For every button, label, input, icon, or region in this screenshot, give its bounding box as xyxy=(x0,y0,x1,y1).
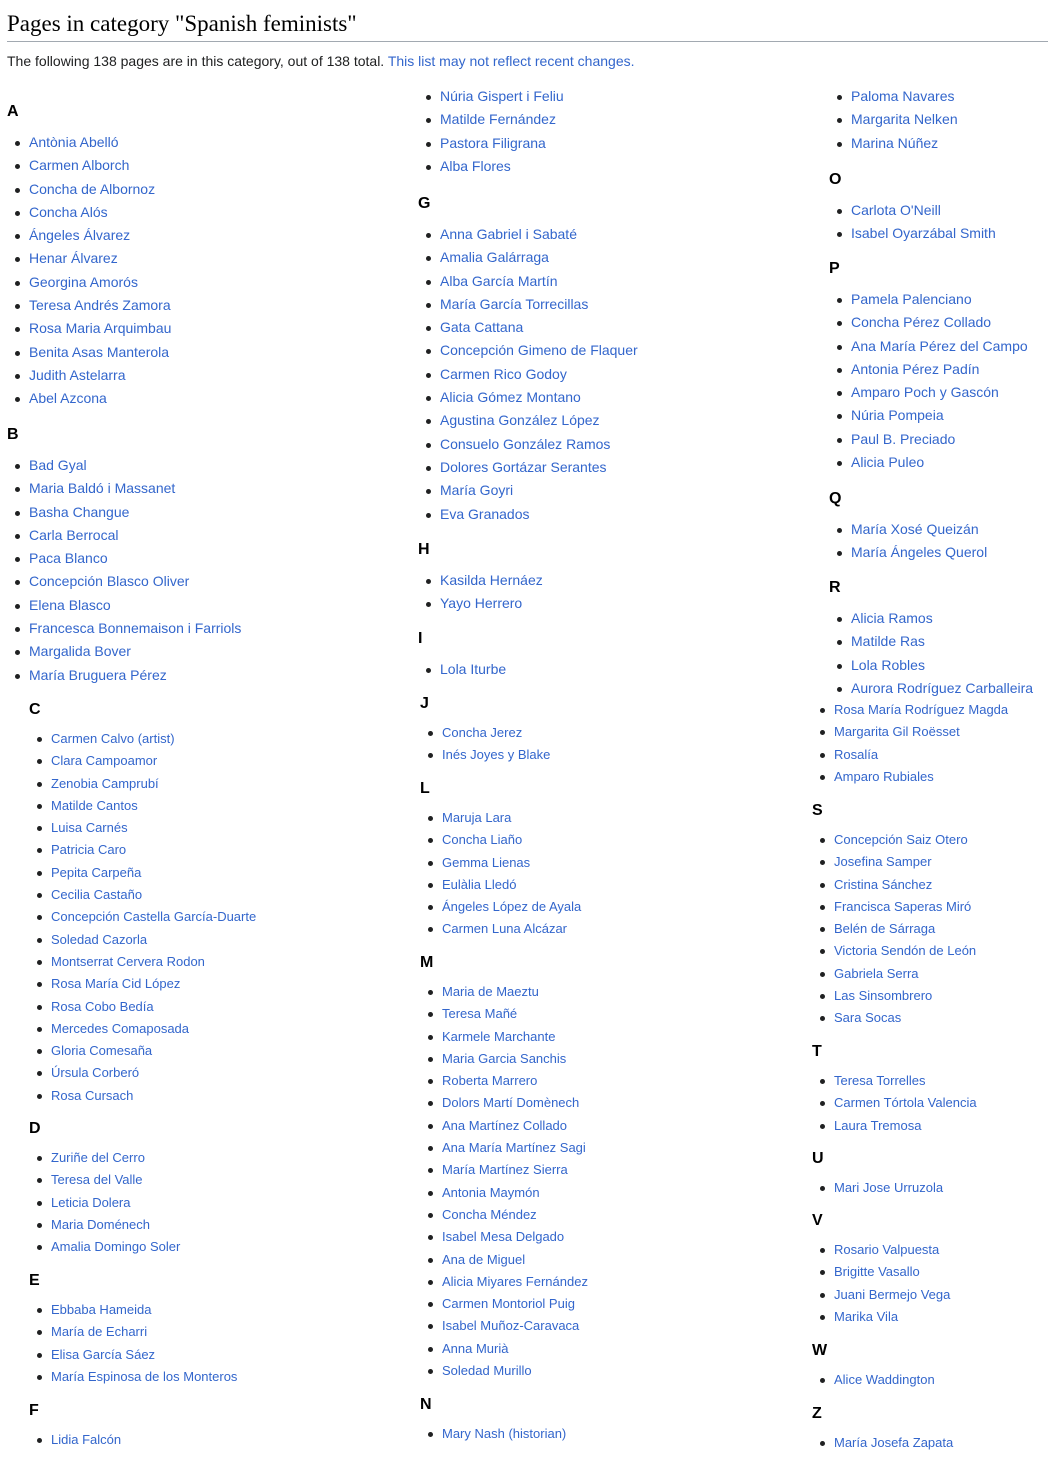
section-o xyxy=(829,170,996,246)
section-l xyxy=(420,779,581,941)
category-page-link[interactable]: Abel Azcona xyxy=(7,387,171,410)
category-page-link[interactable]: Concepción Gimeno de Flaquer xyxy=(418,339,638,362)
category-page-link[interactable]: María Josefa Zapata xyxy=(812,1432,953,1454)
category-page-link[interactable]: Gabriela Serra xyxy=(812,963,976,985)
section-letter: D xyxy=(29,1120,41,1137)
section-letter: O xyxy=(829,171,842,188)
category-page-link[interactable]: Pamela Palenciano xyxy=(829,288,1028,311)
category-intro xyxy=(7,52,635,70)
category-page-link[interactable]: María Goyri xyxy=(418,479,638,502)
section-e xyxy=(29,1271,237,1388)
category-page-link[interactable]: Concha Alós xyxy=(7,201,171,224)
category-page-link[interactable]: Montserrat Cervera Rodon xyxy=(29,951,256,973)
section-b xyxy=(7,425,241,687)
section-n-continued xyxy=(829,85,958,155)
section-letter: H xyxy=(418,541,430,558)
category-page-link[interactable]: Paul B. Preciado xyxy=(829,428,1028,451)
category-page-link[interactable]: Bad Gyal xyxy=(7,454,241,477)
category-page-link[interactable]: Matilde Fernández xyxy=(418,108,564,131)
section-i xyxy=(418,629,506,681)
category-page-link[interactable]: Carlota O'Neill xyxy=(829,199,996,222)
category-page-link[interactable]: Teresa Mañé xyxy=(420,1003,588,1025)
category-page-link[interactable]: Teresa Andrés Zamora xyxy=(7,294,171,317)
category-page-link[interactable]: Matilde Cantos xyxy=(29,795,256,817)
category-page-link[interactable]: Maria Garcia Sanchis xyxy=(420,1048,588,1070)
category-page-link[interactable]: Concha Méndez xyxy=(420,1204,588,1226)
category-page-link[interactable]: Dolors Martí Domènech xyxy=(420,1092,588,1114)
section-letter: R xyxy=(829,579,841,596)
category-page-link[interactable]: Rosa Cobo Bedía xyxy=(29,996,256,1018)
category-page-link[interactable]: Matilde Ras xyxy=(829,630,1033,653)
category-page-link[interactable]: Soledad Cazorla xyxy=(29,929,256,951)
recent-changes-link[interactable]: This list may not reflect recent changes. xyxy=(387,53,635,69)
category-page-link[interactable]: Pepita Carpeña xyxy=(29,862,256,884)
category-page-link[interactable]: Carmen Alborch xyxy=(7,154,171,177)
category-page-link[interactable]: Concepción Castella García-Duarte xyxy=(29,906,256,928)
section-t xyxy=(812,1042,977,1137)
section-u xyxy=(812,1149,943,1199)
category-page-link[interactable]: Ana Martínez Collado xyxy=(420,1115,588,1137)
category-page-link[interactable]: Rosalía xyxy=(812,744,1008,766)
category-page-link[interactable]: Leticia Dolera xyxy=(29,1192,180,1214)
category-page-link[interactable]: María Ángeles Querol xyxy=(829,541,987,564)
category-page-link[interactable]: Zenobia Camprubí xyxy=(29,773,256,795)
category-page-link[interactable]: Alicia Gómez Montano xyxy=(418,386,638,409)
category-page-link[interactable]: Alice Waddington xyxy=(812,1369,935,1391)
category-page-link[interactable]: María de Echarri xyxy=(29,1321,237,1343)
section-j xyxy=(420,694,550,767)
section-a xyxy=(7,102,171,411)
category-page-link[interactable]: Ángeles López de Ayala xyxy=(420,896,581,918)
category-page-link[interactable]: Núria Pompeia xyxy=(829,404,1028,427)
category-page-link[interactable]: Amparo Poch y Gascón xyxy=(829,381,1028,404)
category-page-link[interactable]: Laura Tremosa xyxy=(812,1115,977,1137)
section-letter: I xyxy=(418,630,423,647)
category-page-link[interactable]: Cristina Sánchez xyxy=(812,874,976,896)
category-page-link[interactable]: Maria Doménech xyxy=(29,1214,180,1236)
category-page-link[interactable]: Las Sinsombrero xyxy=(812,985,976,1007)
category-page-link[interactable]: Ana María Martínez Sagi xyxy=(420,1137,588,1159)
section-c xyxy=(29,700,256,1107)
section-letter: J xyxy=(420,695,429,712)
category-page-link[interactable]: Alicia Puleo xyxy=(829,451,1028,474)
category-page-link[interactable]: Karmele Marchante xyxy=(420,1026,588,1048)
category-page-link[interactable]: Belén de Sárraga xyxy=(812,918,976,940)
section-letter: N xyxy=(420,1396,432,1413)
category-page-link[interactable]: Kasilda Hernáez xyxy=(418,569,543,592)
category-page-link[interactable]: María Martínez Sierra xyxy=(420,1159,588,1181)
category-page-link[interactable]: Luisa Carnés xyxy=(29,817,256,839)
section-letter: Z xyxy=(812,1405,822,1422)
category-page-link[interactable]: Inés Joyes y Blake xyxy=(420,744,550,766)
category-page-link[interactable]: María García Torrecillas xyxy=(418,293,638,316)
category-page-link[interactable]: Paloma Navares xyxy=(829,85,958,108)
category-page-link[interactable]: Alba Flores xyxy=(418,155,564,178)
category-page-link[interactable]: Maria Baldó i Massanet xyxy=(7,477,241,500)
category-page-link[interactable]: Mary Nash (historian) xyxy=(420,1423,566,1445)
category-page-link[interactable]: Antonia Pérez Padín xyxy=(829,358,1028,381)
category-page-link[interactable]: Isabel Oyarzábal Smith xyxy=(829,222,996,245)
category-page-link[interactable]: Cecilia Castaño xyxy=(29,884,256,906)
category-page-link[interactable]: Dolores Gortázar Serantes xyxy=(418,456,638,479)
category-page-link[interactable]: Amalia Galárraga xyxy=(418,246,638,269)
category-page-link[interactable]: María Bruguera Pérez xyxy=(7,664,241,687)
category-page-link[interactable]: Ana María Pérez del Campo xyxy=(829,335,1028,358)
category-page-link[interactable]: Maria de Maeztu xyxy=(420,981,588,1003)
section-p xyxy=(829,259,1028,474)
section-d xyxy=(29,1119,180,1258)
category-page-link[interactable]: Antonia Maymón xyxy=(420,1182,588,1204)
section-g xyxy=(418,194,638,526)
category-page-link[interactable]: Marina Núñez xyxy=(829,132,958,155)
category-page-link[interactable]: Carmen Calvo (artist) xyxy=(29,728,256,750)
category-page-link[interactable]: Roberta Marrero xyxy=(420,1070,588,1092)
category-page-link[interactable]: Anna Murià xyxy=(420,1338,588,1360)
category-page-link[interactable]: Paca Blanco xyxy=(7,547,241,570)
category-page-link[interactable]: Eva Granados xyxy=(418,503,638,526)
category-page-link[interactable]: Benita Asas Manterola xyxy=(7,341,171,364)
section-letter: M xyxy=(420,954,434,971)
category-page-link[interactable]: Alba García Martín xyxy=(418,270,638,293)
category-page-link[interactable]: Juani Bermejo Vega xyxy=(812,1284,950,1306)
category-page-link[interactable]: Rosa Maria Arquimbau xyxy=(7,317,171,340)
section-v xyxy=(812,1211,950,1328)
category-page-link[interactable]: Henar Álvarez xyxy=(7,247,171,270)
category-page-link[interactable]: Carla Berrocal xyxy=(7,524,241,547)
section-letter: F xyxy=(29,1402,39,1419)
category-page-link[interactable]: Margarita Nelken xyxy=(829,108,958,131)
category-page-link[interactable]: Soledad Murillo xyxy=(420,1360,588,1382)
category-page-link[interactable]: Mari Jose Urruzola xyxy=(812,1177,943,1199)
category-page-link[interactable]: Maruja Lara xyxy=(420,807,581,829)
category-page-link[interactable]: Aurora Rodríguez Carballeira xyxy=(829,677,1033,700)
category-page-link[interactable]: Basha Changue xyxy=(7,501,241,524)
category-page-link[interactable]: Rosario Valpuesta xyxy=(812,1239,950,1261)
category-page-link[interactable]: Margarita Gil Roësset xyxy=(812,721,1008,743)
category-page-link[interactable]: Lola Robles xyxy=(829,654,1033,677)
category-page-link[interactable]: Concepción Blasco Oliver xyxy=(7,570,241,593)
category-page-link[interactable]: Antònia Abelló xyxy=(7,131,171,154)
category-page-link[interactable]: Amalia Domingo Soler xyxy=(29,1236,180,1258)
category-page-link[interactable]: Ana de Miguel xyxy=(420,1249,588,1271)
category-page-link[interactable]: Lidia Falcón xyxy=(29,1429,121,1451)
category-page-link[interactable]: Agustina González López xyxy=(418,409,638,432)
category-page-link[interactable]: Rosa María Rodríguez Magda xyxy=(812,699,1008,721)
section-s xyxy=(812,801,976,1030)
intro-text: The following 138 pages are in this category, out of 138 total. xyxy=(7,53,385,69)
section-r-continued xyxy=(812,699,1008,788)
category-page-link[interactable]: Úrsula Corberó xyxy=(29,1062,256,1084)
category-page-link[interactable]: Lola Iturbe xyxy=(418,658,506,681)
section-w xyxy=(812,1341,935,1391)
category-page-link[interactable]: Teresa del Valle xyxy=(29,1169,180,1191)
section-r xyxy=(829,578,1033,700)
category-page-link[interactable]: Marika Vila xyxy=(812,1306,950,1328)
category-page-link[interactable]: Ángeles Álvarez xyxy=(7,224,171,247)
category-page-link[interactable]: Brigitte Vasallo xyxy=(812,1261,950,1283)
category-page-link[interactable]: Rosa María Cid López xyxy=(29,973,256,995)
category-page-link[interactable]: Anna Gabriel i Sabaté xyxy=(418,223,638,246)
category-page-link[interactable]: Carmen Rico Godoy xyxy=(418,363,638,386)
category-page-link[interactable]: Gloria Comesaña xyxy=(29,1040,256,1062)
section-letter: Q xyxy=(829,490,842,507)
category-page-link[interactable]: Concepción Saiz Otero xyxy=(812,829,976,851)
category-page-link[interactable]: Isabel Mesa Delgado xyxy=(420,1226,588,1248)
section-letter: G xyxy=(418,195,431,212)
section-letter: E xyxy=(29,1272,40,1289)
category-page-link[interactable]: Mercedes Comaposada xyxy=(29,1018,256,1040)
category-page-link[interactable]: Sara Socas xyxy=(812,1007,976,1029)
section-q xyxy=(829,489,987,565)
section-letter: W xyxy=(812,1342,828,1359)
category-page-link[interactable]: Judith Astelarra xyxy=(7,364,171,387)
section-f xyxy=(29,1401,121,1451)
category-page-link[interactable]: Concha Liaño xyxy=(420,829,581,851)
category-page-link[interactable]: Carmen Luna Alcázar xyxy=(420,918,581,940)
category-page-link[interactable]: Pastora Filigrana xyxy=(418,132,564,155)
category-page-link[interactable]: Victoria Sendón de León xyxy=(812,940,976,962)
category-page-link[interactable]: Zuriñe del Cerro xyxy=(29,1147,180,1169)
section-f-continued xyxy=(418,85,564,178)
category-page-link[interactable]: Concha Jerez xyxy=(420,722,550,744)
section-letter: S xyxy=(812,802,823,819)
section-letter: P xyxy=(829,260,840,277)
section-letter: A xyxy=(7,103,19,120)
section-letter: U xyxy=(812,1150,824,1167)
category-page-link[interactable]: Josefina Samper xyxy=(812,851,976,873)
category-page-link[interactable]: Amparo Rubiales xyxy=(812,766,1008,788)
category-page-link[interactable]: Gemma Lienas xyxy=(420,852,581,874)
category-page-link[interactable]: Francesca Bonnemaison i Farriols xyxy=(7,617,241,640)
category-page-link[interactable]: Patricia Caro xyxy=(29,839,256,861)
section-z xyxy=(812,1404,953,1454)
category-page-link[interactable]: Clara Campoamor xyxy=(29,750,256,772)
category-page-link[interactable]: Yayo Herrero xyxy=(418,592,543,615)
category-page-link[interactable]: Alicia Ramos xyxy=(829,607,1033,630)
category-page-link[interactable]: Gata Cattana xyxy=(418,316,638,339)
category-page-link[interactable]: Francisca Saperas Miró xyxy=(812,896,976,918)
category-page-link[interactable]: María Xosé Queizán xyxy=(829,518,987,541)
category-page-link[interactable]: Carmen Montoriol Puig xyxy=(420,1293,588,1315)
category-page-link[interactable]: Alicia Miyares Fernández xyxy=(420,1271,588,1293)
section-letter: L xyxy=(420,780,430,797)
category-page-link[interactable]: Isabel Muñoz-Caravaca xyxy=(420,1315,588,1337)
category-page-link[interactable]: Concha de Albornoz xyxy=(7,178,171,201)
category-page-link[interactable]: Elena Blasco xyxy=(7,594,241,617)
category-page-link[interactable]: Eulàlia Lledó xyxy=(420,874,581,896)
section-h xyxy=(418,540,543,616)
page-title: Pages in category "Spanish feminists" xyxy=(7,10,1048,42)
category-page-link[interactable]: Ebbaba Hameida xyxy=(29,1299,237,1321)
section-letter: T xyxy=(812,1043,822,1060)
section-letter: V xyxy=(812,1212,823,1229)
category-page-link[interactable]: Teresa Torrelles xyxy=(812,1070,977,1092)
category-page-link[interactable]: Consuelo González Ramos xyxy=(418,433,638,456)
section-m xyxy=(420,953,588,1382)
category-page-link[interactable]: Elisa García Sáez xyxy=(29,1344,237,1366)
category-page-link[interactable]: María Espinosa de los Monteros xyxy=(29,1366,237,1388)
category-page-link[interactable]: Núria Gispert i Feliu xyxy=(418,85,564,108)
section-letter: B xyxy=(7,426,19,443)
category-page-link[interactable]: Concha Pérez Collado xyxy=(829,311,1028,334)
category-page-link[interactable]: Rosa Cursach xyxy=(29,1085,256,1107)
section-n xyxy=(420,1395,566,1445)
category-page-link[interactable]: Margalida Bover xyxy=(7,640,241,663)
category-page-link[interactable]: Carmen Tórtola Valencia xyxy=(812,1092,977,1114)
category-page-link[interactable]: Georgina Amorós xyxy=(7,271,171,294)
section-letter: C xyxy=(29,701,41,718)
